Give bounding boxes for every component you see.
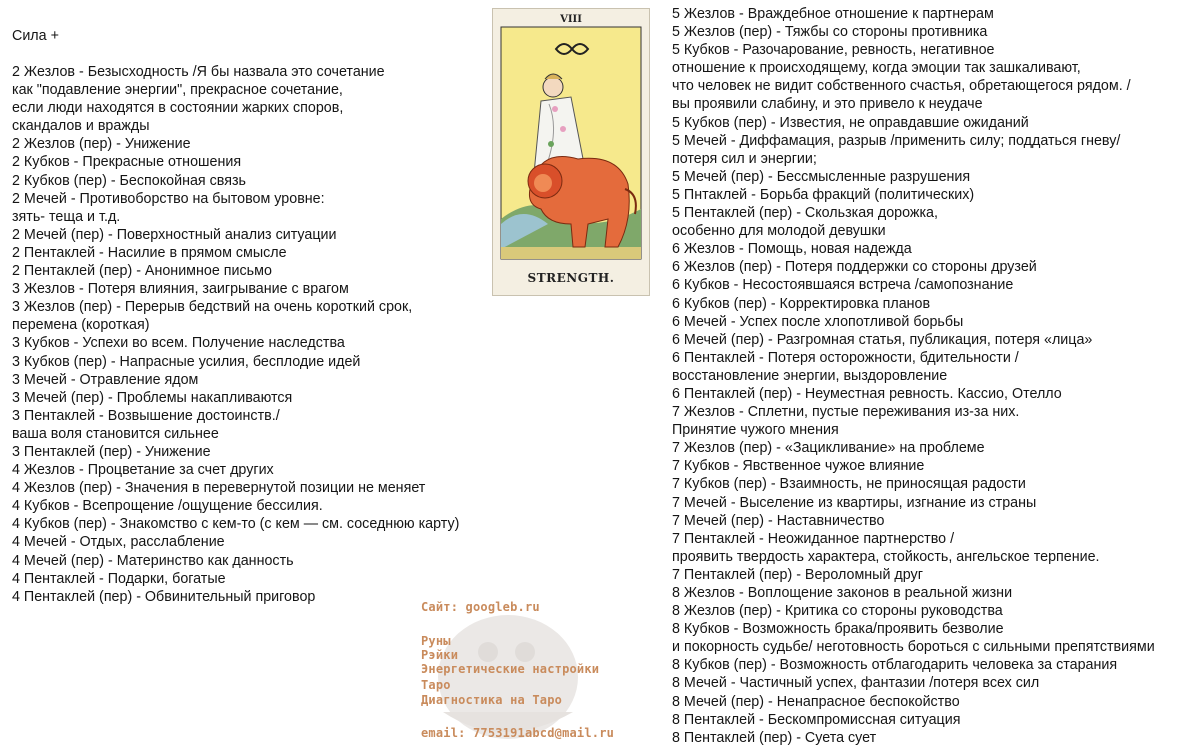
strength-tarot-card: [492, 8, 650, 296]
text-line: если люди находятся в состоянии жарких споров,: [12, 100, 344, 117]
text-line: как "подавление энергии", прекрасное сочетание,: [12, 82, 343, 99]
text-line: 2 Кубков (пер) - Беспокойная связь: [12, 172, 246, 189]
page-title: Сила +: [12, 28, 59, 44]
text-line: ваша воля становится сильнее: [12, 425, 219, 442]
text-line: 3 Жезлов - Потеря влияния, заигрывание с врагом: [12, 281, 349, 298]
text-line: 6 Пентаклей (пер) - Неуместная ревность. Кассио, Отелло: [672, 385, 1062, 402]
text-line: 8 Кубков (пер) - Возможность отблагодарить человека за старания: [672, 657, 1118, 674]
text-line: потеря сил и энергии;: [672, 150, 817, 167]
service-reiki: Рэйки: [421, 648, 459, 662]
text-line: 5 Мечей (пер) - Бессмысленные разрушения: [672, 168, 971, 185]
text-line: и покорность судьбе/ неготовность бороться с сильными препятствиями: [672, 639, 1155, 656]
text-line: 7 Кубков (пер) - Взаимность, не приносящая радости: [672, 476, 1026, 493]
text-line: 2 Мечей - Противоборство на бытовом уровне:: [12, 190, 325, 207]
site-label: Сайт: googleb.ru: [421, 600, 540, 614]
text-line: зять- теща и т.д.: [12, 208, 121, 225]
text-line: 5 Мечей - Диффамация, разрыв /применить силу; поддаться гневу/: [672, 132, 1121, 149]
text-line: 5 Кубков (пер) - Известия, не оправдавшие ожиданий: [672, 114, 1029, 131]
right-column: [672, 5, 1197, 747]
text-line: 4 Пентаклей - Подарки, богатые: [12, 570, 226, 587]
left-list: [12, 63, 482, 606]
text-line: 7 Пентаклей (пер) - Вероломный друг: [672, 566, 923, 583]
text-line: 3 Кубков - Успехи во всем. Получение наследства: [12, 335, 345, 352]
text-line: 7 Пентаклей - Неожиданное партнерство /: [672, 530, 955, 547]
text-line: 3 Жезлов (пер) - Перерыв бедствий на очень короткий срок,: [12, 299, 413, 316]
text-line: 3 Пентаклей - Возвышение достоинств./: [12, 407, 280, 424]
text-line: 7 Мечей - Выселение из квартиры, изгнание из страны: [672, 494, 1037, 511]
text-line: Принятие чужого мнения: [672, 422, 839, 439]
text-line: 3 Мечей (пер) - Проблемы накапливаются: [12, 389, 293, 406]
text-line: 6 Мечей - Успех после хлопотливой борьбы: [672, 313, 964, 330]
text-line: 4 Кубков - Всепрощение /ощущение бессилия.: [12, 498, 323, 515]
text-line: что человек не видит собственного счастья, обретающегося рядом. /: [672, 78, 1131, 95]
text-line: 7 Жезлов (пер) - «Зацикливание» на проблеме: [672, 440, 985, 457]
text-line: 4 Мечей (пер) - Материнство как данность: [12, 552, 294, 569]
text-line: 2 Мечей (пер) - Поверхностный анализ ситуации: [12, 226, 337, 243]
text-line: 6 Кубков (пер) - Корректировка планов: [672, 295, 931, 312]
text-line: проявить твердость характера, стойкость, ангельское терпение.: [672, 548, 1100, 565]
text-line: восстановление энергии, выздоровление: [672, 367, 948, 384]
text-line: 6 Жезлов - Помощь, новая надежда: [672, 241, 912, 258]
text-line: 5 Пентаклей (пер) - Скользкая дорожка,: [672, 205, 938, 222]
service-tarot: Таро: [421, 678, 451, 692]
text-line: 8 Мечей - Частичный успех, фантазии /потеря всех сил: [672, 675, 1040, 692]
service-runes: Руны: [421, 634, 451, 648]
text-line: 3 Мечей - Отравление ядом: [12, 371, 199, 388]
text-line: 4 Пентаклей (пер) - Обвинительный приговор: [12, 588, 316, 605]
text-line: 8 Пентаклей (пер) - Суета сует: [672, 729, 877, 746]
text-line: 3 Пентаклей (пер) - Унижение: [12, 443, 211, 460]
card-name: STRENGTH.: [527, 271, 615, 285]
text-line: 3 Кубков (пер) - Напрасные усилия, бесплодие идей: [12, 353, 361, 370]
text-line: вы проявили слабину, и это привело к неудаче: [672, 96, 983, 113]
text-line: 8 Жезлов - Воплощение законов в реальной жизни: [672, 585, 1013, 601]
left-column: [12, 27, 482, 606]
text-line: 6 Пентаклей - Потеря осторожности, бдительности /: [672, 349, 1019, 366]
service-tarot-diagnostics: Диагностика на Таро: [421, 693, 563, 707]
text-line: 4 Кубков (пер) - Знакомство с кем-то (с кем — см. соседнюю карту): [12, 516, 460, 533]
text-line: 5 Кубков - Разочарование, ревность, негативное: [672, 42, 995, 59]
text-line: 7 Мечей (пер) - Наставничество: [672, 512, 885, 529]
text-line: 5 Жезлов - Враждебное отношение к партнерам: [672, 6, 994, 22]
text-line: 2 Пентаклей - Насилие в прямом смысле: [12, 244, 287, 261]
text-line: 2 Жезлов - Безысходность /Я бы назвала это сочетание: [12, 64, 385, 80]
text-line: 5 Жезлов (пер) - Тяжбы со стороны противника: [672, 24, 988, 41]
site-watermark: [413, 592, 653, 747]
text-line: 8 Кубков - Возможность брака/проявить безволие: [672, 621, 1004, 638]
text-line: 5 Пнтаклей - Борьба фракций (политических): [672, 186, 975, 203]
text-line: 6 Мечей (пер) - Разгромная статья, публикация, потеря «лица»: [672, 331, 1093, 348]
card-numeral: VIII: [560, 14, 582, 25]
text-line: особенно для молодой девушки: [672, 223, 886, 240]
right-list: [672, 5, 1197, 747]
text-line: 8 Жезлов (пер) - Критика со стороны руководства: [672, 603, 1003, 620]
service-energy-tuning: Энергетические настройки: [421, 662, 600, 676]
text-line: 4 Жезлов - Процветание за счет других: [12, 462, 274, 479]
text-line: 2 Жезлов (пер) - Унижение: [12, 136, 191, 153]
text-line: 7 Жезлов - Сплетни, пустые переживания из-за них.: [672, 404, 1020, 421]
text-line: перемена (короткая): [12, 317, 150, 334]
text-line: скандалов и вражды: [12, 118, 150, 135]
text-line: 2 Кубков - Прекрасные отношения: [12, 154, 242, 171]
text-line: 4 Мечей - Отдых, расслабление: [12, 534, 225, 551]
text-line: 8 Пентаклей - Бескомпромиссная ситуация: [672, 711, 961, 728]
text-line: 6 Кубков - Несостоявшаяся встреча /самопознание: [672, 277, 1014, 294]
text-line: 6 Жезлов (пер) - Потеря поддержки со стороны друзей: [672, 259, 1037, 276]
strength-card-illustration: [493, 9, 649, 295]
text-line: 8 Мечей (пер) - Ненапрасное беспокойство: [672, 693, 960, 710]
email-label: email: 7753191abcd@mail.ru: [421, 726, 615, 740]
text-line: 7 Кубков - Явственное чужое влияние: [672, 458, 925, 475]
text-line: 4 Жезлов (пер) - Значения в перевернутой позиции не меняет: [12, 480, 426, 497]
text-line: 2 Пентаклей (пер) - Анонимное письмо: [12, 263, 272, 280]
text-line: отношение к происходящему, когда эмоции так зашкаливают,: [672, 60, 1081, 77]
